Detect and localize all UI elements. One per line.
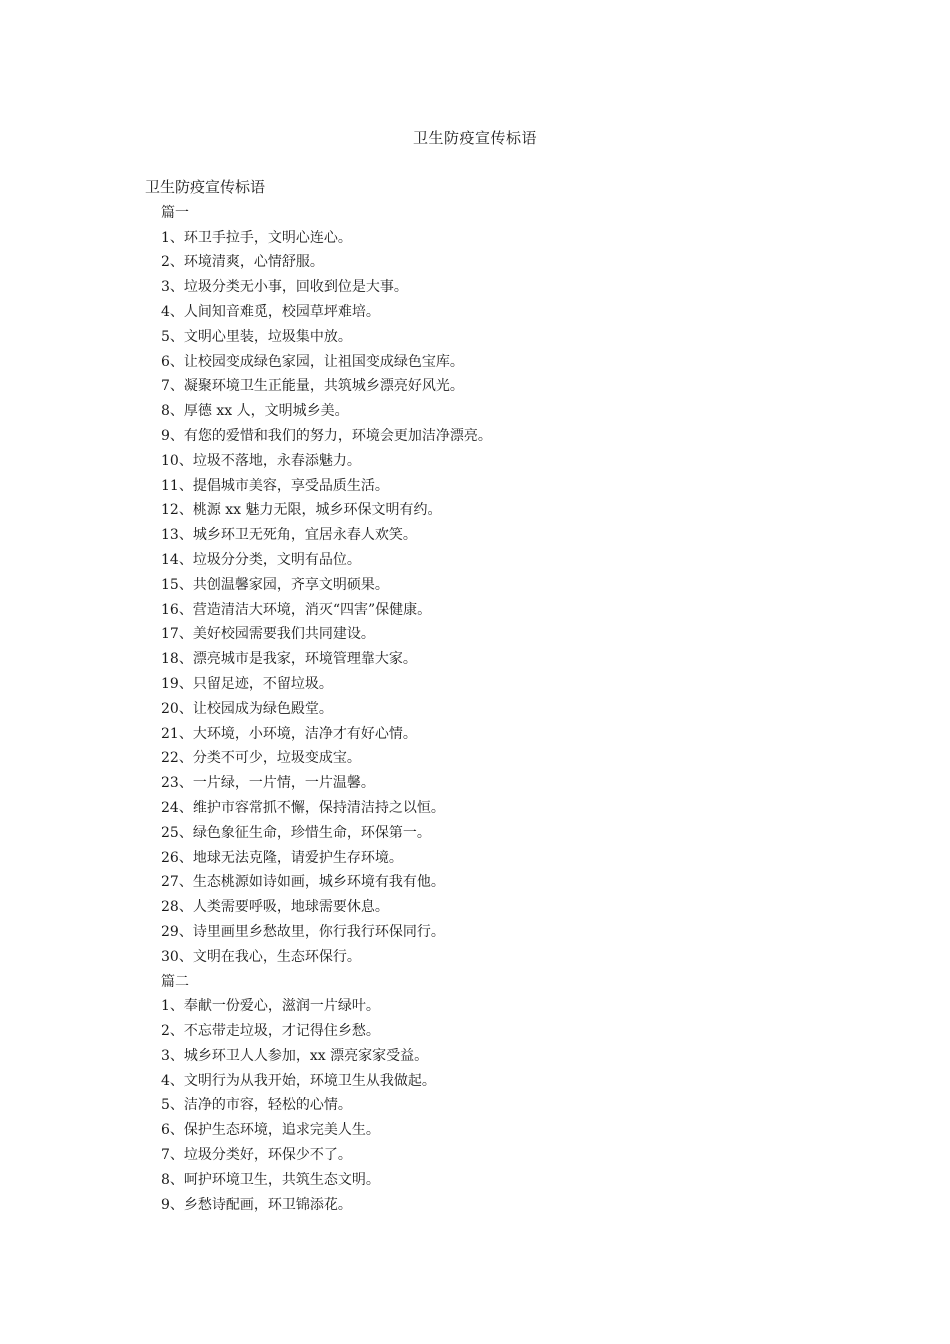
slogan-line: 16、营造清洁大环境，消灭“四害”保健康。 <box>161 601 432 618</box>
slogan-line: 17、美好校园需要我们共同建设。 <box>161 626 375 643</box>
section-heading: 篇二 <box>161 973 189 990</box>
slogan-line: 7、垃圾分类好，环保少不了。 <box>161 1147 352 1164</box>
slogan-line: 6、保护生态环境，追求完美人生。 <box>161 1122 380 1139</box>
slogan-line: 30、文明在我心，生态环保行。 <box>161 948 361 965</box>
slogan-line: 1、奉献一份爱心，滋润一片绿叶。 <box>161 998 380 1015</box>
document-title: 卫生防疫宣传标语 <box>412 129 537 147</box>
slogan-list <box>161 201 492 1218</box>
slogan-line: 5、文明心里装，垃圾集中放。 <box>161 328 352 345</box>
slogan-line: 15、共创温馨家园，齐享文明硕果。 <box>161 576 389 593</box>
slogan-line: 5、洁净的市容，轻松的心情。 <box>161 1097 352 1114</box>
slogan-line: 8、厚德 xx 人，文明城乡美。 <box>161 403 349 420</box>
slogan-line: 3、垃圾分类无小事，回收到位是大事。 <box>161 279 408 296</box>
slogan-line: 14、垃圾分分类，文明有品位。 <box>161 551 361 568</box>
slogan-line: 21、大环境，小环境，洁净才有好心情。 <box>161 725 417 742</box>
slogan-line: 4、文明行为从我开始，环境卫生从我做起。 <box>161 1072 436 1089</box>
slogan-line: 22、分类不可少，垃圾变成宝。 <box>161 750 361 767</box>
slogan-line: 24、维护市容常抓不懈，保持清洁持之以恒。 <box>161 799 445 816</box>
slogan-line: 8、呵护环境卫生，共筑生态文明。 <box>161 1171 380 1188</box>
slogan-line: 26、地球无法克隆，请爱护生存环境。 <box>161 849 403 866</box>
slogan-line: 9、乡愁诗配画，环卫锦添花。 <box>161 1196 352 1213</box>
section-heading: 篇一 <box>161 204 189 221</box>
slogan-line: 1、环卫手拉手，文明心连心。 <box>161 229 352 246</box>
slogan-line: 4、人间知音难觅，校园草坪难培。 <box>161 303 380 320</box>
slogan-line: 2、不忘带走垃圾，才记得住乡愁。 <box>161 1023 380 1040</box>
slogan-line: 27、生态桃源如诗如画，城乡环境有我有他。 <box>161 874 445 891</box>
slogan-line: 12、桃源 xx 魅力无限，城乡环保文明有约。 <box>161 502 442 519</box>
slogan-line: 29、诗里画里乡愁故里，你行我行环保同行。 <box>161 923 445 940</box>
slogan-line: 19、只留足迹，不留垃圾。 <box>161 675 333 692</box>
slogan-line: 7、凝聚环境卫生正能量，共筑城乡漂亮好风光。 <box>161 378 464 395</box>
slogan-line: 18、漂亮城市是我家，环境管理靠大家。 <box>161 651 417 668</box>
slogan-line: 13、城乡环卫无死角，宜居永春人欢笑。 <box>161 527 417 544</box>
slogan-line: 28、人类需要呼吸，地球需要休息。 <box>161 899 389 916</box>
slogan-line: 9、有您的爱惜和我们的努力，环境会更加洁净漂亮。 <box>161 427 492 444</box>
slogan-line: 20、让校园成为绿色殿堂。 <box>161 700 333 717</box>
slogan-line: 25、绿色象征生命，珍惜生命，环保第一。 <box>161 824 431 841</box>
slogan-line: 3、城乡环卫人人参加，xx 漂亮家家受益。 <box>161 1047 429 1064</box>
document-subtitle: 卫生防疫宣传标语 <box>145 178 266 196</box>
slogan-line: 11、提倡城市美容，享受品质生活。 <box>161 477 389 494</box>
slogan-line: 10、垃圾不落地，永春添魅力。 <box>161 452 361 469</box>
slogan-line: 6、让校园变成绿色家园，让祖国变成绿色宝库。 <box>161 353 464 370</box>
slogan-line: 2、环境清爽，心情舒服。 <box>161 254 324 271</box>
slogan-line: 23、一片绿，一片情，一片温馨。 <box>161 775 375 792</box>
